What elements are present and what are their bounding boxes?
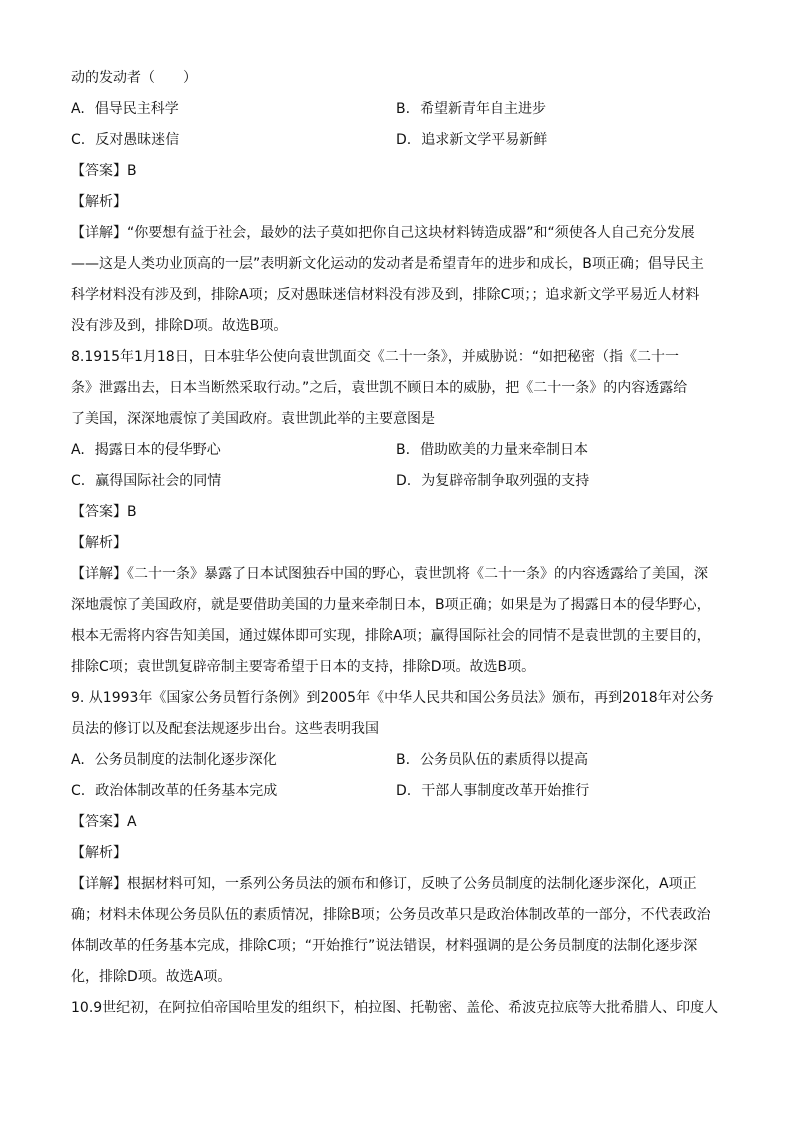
option-c: C. 反对愚昧迷信 xyxy=(71,132,180,148)
options-row xyxy=(71,466,734,497)
analysis-label: 【解析】 xyxy=(71,194,127,210)
option-d: D. 为复辟帝制争取列强的支持 xyxy=(396,473,590,489)
option-b: B. 公务员队伍的素质得以提高 xyxy=(396,752,589,768)
options-row xyxy=(71,776,734,807)
analysis-label: 【解析】 xyxy=(71,535,127,551)
options-row xyxy=(71,435,734,466)
question-stem: 动的发动者（ ） xyxy=(71,70,197,86)
question-stem: 10.9世纪初，在阿拉伯帝国哈里发的组织下，柏拉图、托勒密、盖伦、希波克拉底等大批希腊人、印度人 xyxy=(71,1000,719,1016)
option-b: B. 借助欧美的力量来牵制日本 xyxy=(396,442,589,458)
option-b: B. 希望新青年自主进步 xyxy=(396,101,547,117)
question-7 xyxy=(71,63,734,342)
question-8 xyxy=(71,342,734,683)
answer: 【答案】B xyxy=(71,504,137,520)
option-c: C. 政治体制改革的任务基本完成 xyxy=(71,783,278,799)
detail-explanation: 【详解】《二十一条》暴露了日本试图独吞中国的野心，袁世凯将《二十一条》的内容透露给了美国，深 深地震惊了美国政府，就是要借助美国的力量来牵制日本，B项正确；如果是为了揭露日本的侵华野心， 根本无需将内容告知美国，通过媒体即可实现，排除A项；赢得国际社会的同情不是袁世凯的主要目的， 排除C项；袁世凯复辟帝制主要寄希望于日本的支持，排除D项。故选B项。 xyxy=(71,566,711,675)
question-9 xyxy=(71,683,734,993)
option-c: C. 赢得国际社会的同情 xyxy=(71,473,222,489)
analysis-label: 【解析】 xyxy=(71,845,127,861)
answer: 【答案】A xyxy=(71,814,137,830)
answer: 【答案】B xyxy=(71,163,137,179)
option-a: A. 公务员制度的法制化逐步深化 xyxy=(71,752,277,768)
option-d: D. 追求新文学平易新鲜 xyxy=(396,132,548,148)
option-a: A. 倡导民主科学 xyxy=(71,101,179,117)
options-row xyxy=(71,125,734,156)
option-a: A. 揭露日本的侵华野心 xyxy=(71,442,221,458)
question-stem: 9. 从1993年《国家公务员暂行条例》到2005年《中华人民共和国公务员法》颁布，再到2018年对公务 员法的修订以及配套法规逐步出台。这些表明我国 xyxy=(71,690,714,737)
question-stem: 8.1915年1月18日，日本驻华公使向袁世凯面交《二十一条》，并威胁说：“如把秘密（指《二十一 条》泄露出去，日本当断然采取行动。”之后，袁世凯不顾日本的威胁，把《二十一条》的内容透露给 了美国，深深地震惊了美国政府。袁世凯此举的主要意图是 xyxy=(71,349,688,427)
detail-explanation: 【详解】根据材料可知，一系列公务员法的颁布和修订，反映了公务员制度的法制化逐步深化，A项正 确；材料未体现公务员队伍的素质情况，排除B项；公务员改革只是政治体制改革的一部分，不代表政治 体制改革的任务基本完成，排除C项；“开始推行”说法错误，材料强调的是公务员制度的法制化逐步深 化，排除D项。故选A项。 xyxy=(71,876,711,985)
options-row xyxy=(71,94,734,125)
options-row xyxy=(71,745,734,776)
question-10 xyxy=(71,993,734,1024)
detail-explanation: 【详解】“你要想有益于社会，最妙的法子莫如把你自己这块材料铸造成器”和“须使各人自己充分发展 ——这是人类功业顶高的一层”表明新文化运动的发动者是希望青年的进步和成长，B项正确；倡导民主 科学材料没有涉及到，排除A项；反对愚昧迷信材料没有涉及到，排除C项；；追求新文学平易近人材料 没有涉及到，排除D项。故选B项。 xyxy=(71,225,704,334)
option-d: D. 干部人事制度改革开始推行 xyxy=(396,783,590,799)
